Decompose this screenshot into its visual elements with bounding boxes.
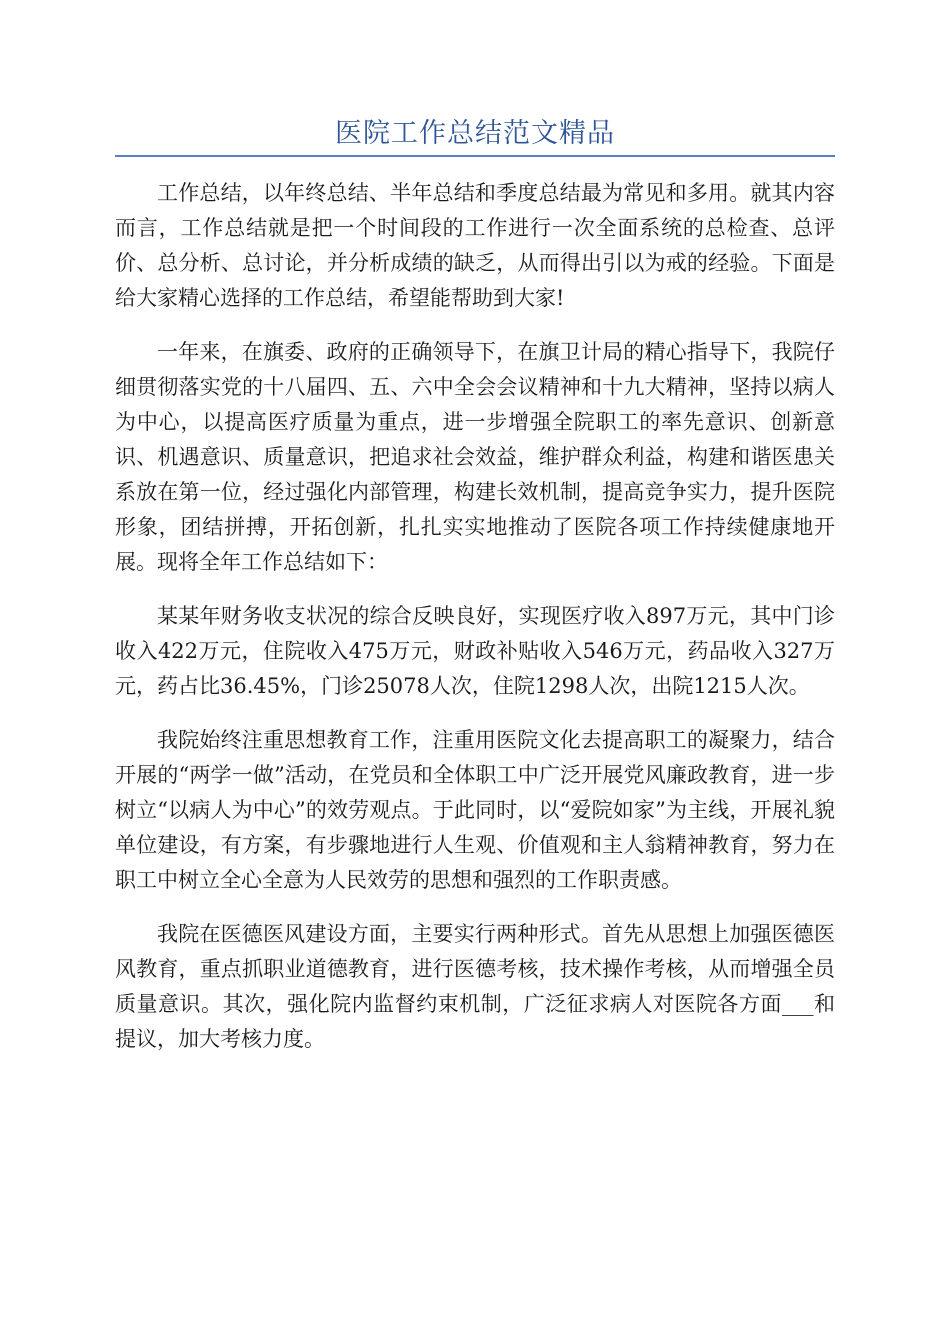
paragraph-overview: 一年来，在旗委、政府的正确领导下，在旗卫计局的精心指导下，我院仔细贯彻落实党的十八届四、五、六中全会会议精神和十九大精神，坚持以病人为中心，以提高医疗质量为重点，进一步增强全院职工的率先意识、创新意识、机遇意识、质量意识，把追求社会效益，维护群众利益，构建和谐医患关系放在第一位，经过强化内部管理，构建长效机制，提高竞争实力，提升医院形象，团结拼搏，开拓创新，扎扎实实地推动了医院各项工作持续健康地开展。现将全年工作总结如下： (115, 340, 835, 574)
paragraph-finance: 某某年财务收支状况的综合反映良好，实现医疗收入897万元，其中门诊收入422万元，住院收入475万元，财政补贴收入546万元，药品收入327万元，药占比36.45%，门诊25078人次，住院1298人次，出院1215人次。 (115, 604, 835, 698)
document-title: 医院工作总结范文精品 (335, 118, 615, 149)
document-body (115, 176, 835, 1076)
paragraph-ideology: 我院始终注重思想教育工作，注重用医院文化去提高职工的凝聚力，结合开展的“两学一做”活动，在党员和全体职工中广泛开展党风廉政教育，进一步树立“以病人为中心”的效劳观点。于此同时，以“爱院如家”为主线，开展礼貌单位建设，有方案，有步骤地进行人生观、价值观和主人翁精神教育，努力在职工中树立全心全意为人民效劳的思想和强烈的工作职责感。 (115, 728, 835, 892)
paragraph-intro: 工作总结，以年终总结、半年总结和季度总结最为常见和多用。就其内容而言，工作总结就是把一个时间段的工作进行一次全面系统的总检查、总评价、总分析、总讨论，并分析成绩的缺乏，从而得出引以为戒的经验。下面是给大家精心选择的工作总结，希望能帮助到大家! (115, 181, 835, 310)
paragraph-ethics: 我院在医德医风建设方面，主要实行两种形式。首先从思想上加强医德医风教育，重点抓职业道德教育，进行医德考核，技术操作考核，从而增强全员质量意识。其次，强化院内监督约束机制，广泛征求病人对医院各方面___和提议，加大考核力度。 (115, 922, 835, 1051)
title-underline (115, 155, 835, 157)
